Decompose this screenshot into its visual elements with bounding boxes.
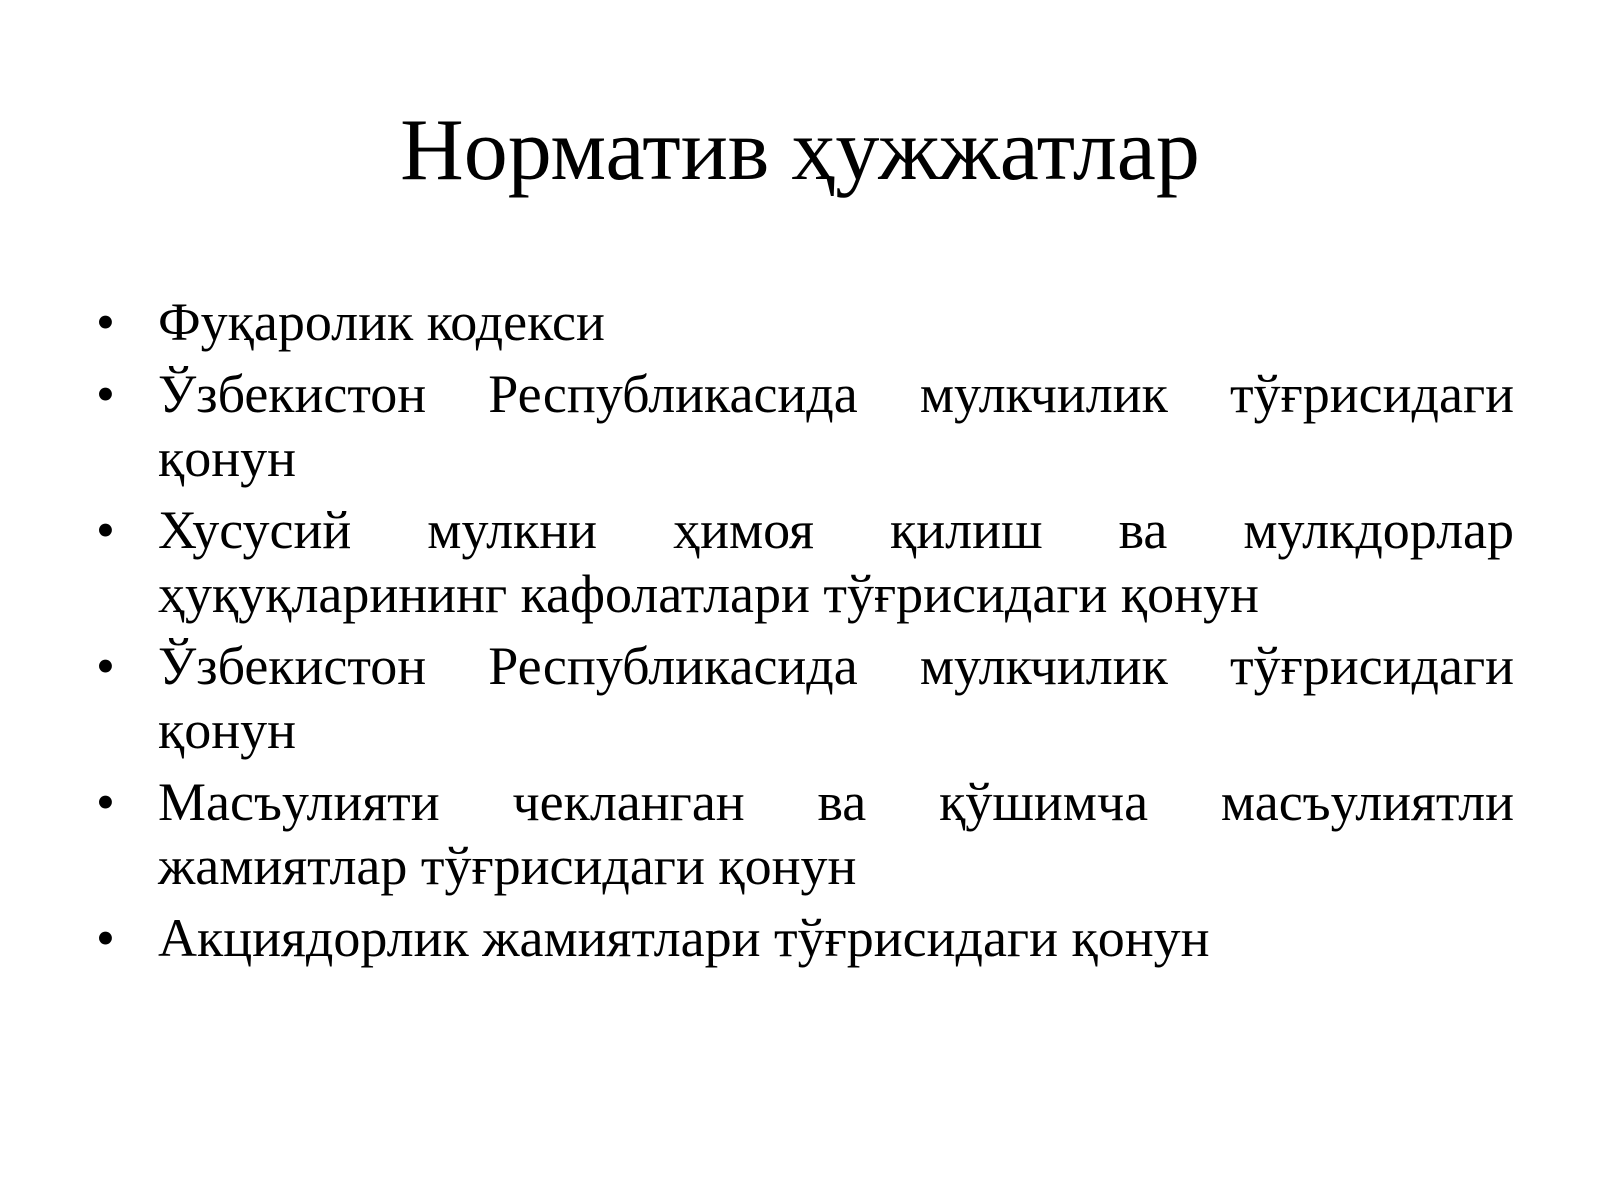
bullet-list xyxy=(96,290,1514,978)
list-item xyxy=(96,290,1514,354)
list-item-text: Фуқаролик кодекси xyxy=(158,292,605,352)
list-item-text: Масъулияти чекланган ва қўшимча масъулиятли жамиятлар тўғрисидаги қонун xyxy=(158,772,1514,896)
list-item xyxy=(96,770,1514,898)
bullet-icon: • xyxy=(96,772,115,832)
list-item-text: Ўзбекистон Республикасида мулкчилик тўғрисидаги қонун xyxy=(158,364,1514,488)
bullet-icon: • xyxy=(96,292,115,352)
list-item xyxy=(96,906,1514,970)
bullet-icon: • xyxy=(96,908,115,968)
list-item-text: Акциядорлик жамиятлари тўғрисидаги қонун xyxy=(158,908,1210,968)
bullet-icon: • xyxy=(96,364,115,424)
list-item xyxy=(96,498,1514,626)
list-item-text: Ўзбекистон Республикасида мулкчилик тўғрисидаги қонун xyxy=(158,636,1514,760)
list-item-text: Хусусий мулкни ҳимоя қилиш ва мулкдорлар ҳуқуқларининг кафолатлари тўғрисидаги қонун xyxy=(158,500,1514,624)
bullet-icon: • xyxy=(96,500,115,560)
list-item xyxy=(96,362,1514,490)
bullet-icon: • xyxy=(96,636,115,696)
slide-title: Норматив ҳужжатлар xyxy=(400,102,1200,199)
list-item xyxy=(96,634,1514,762)
